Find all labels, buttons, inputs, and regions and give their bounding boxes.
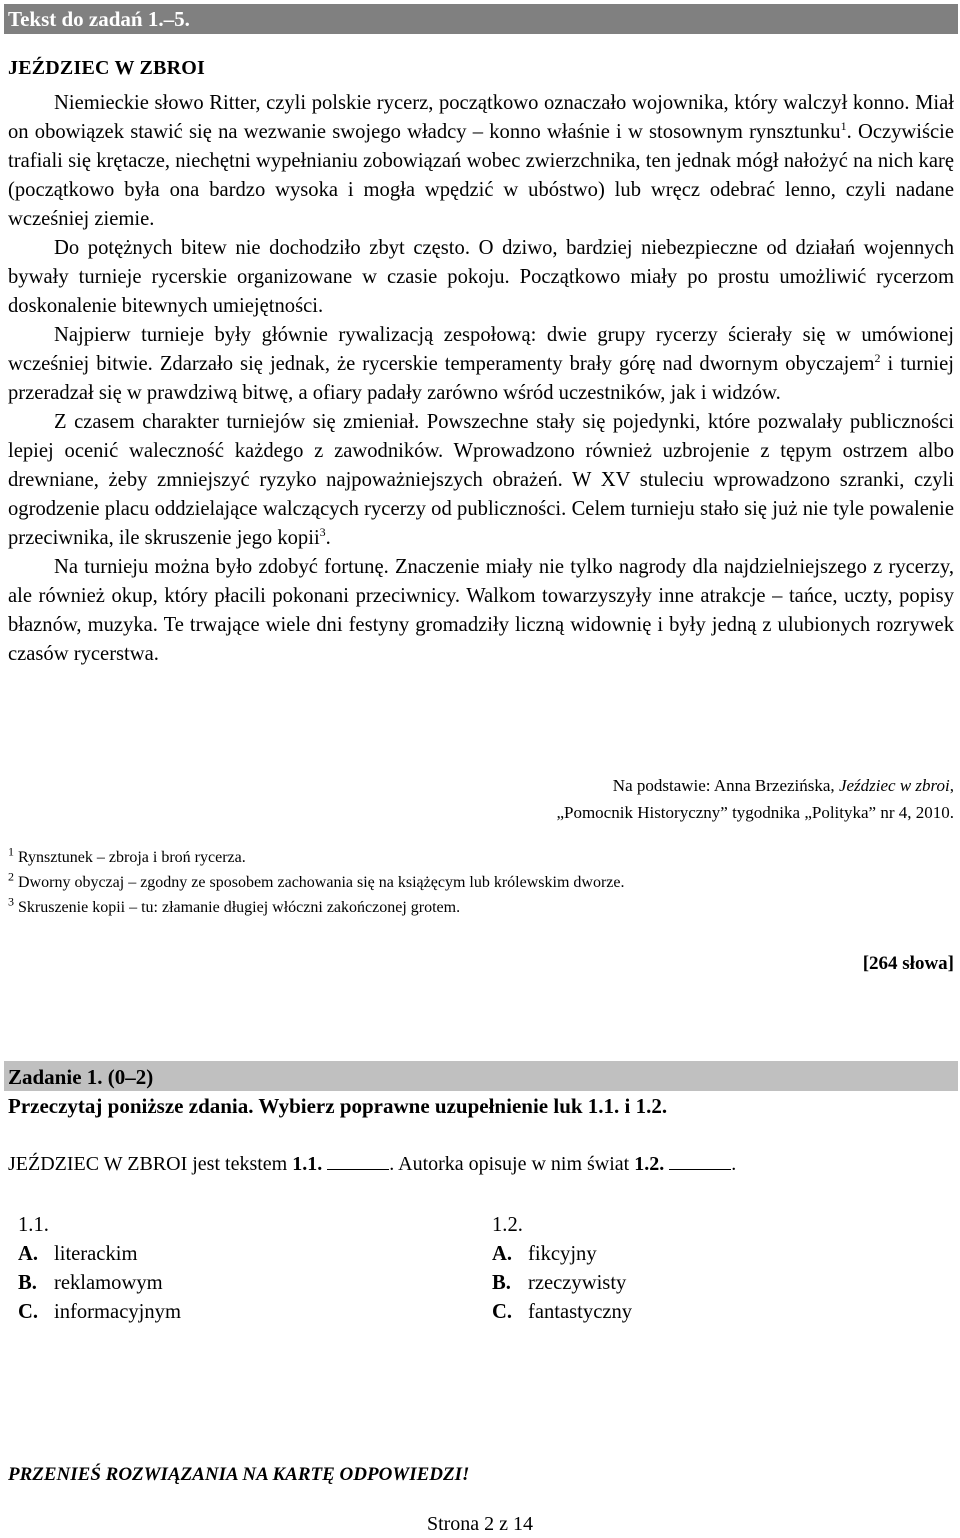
footnote-number: 1 (8, 844, 14, 859)
footnote-item (8, 895, 908, 920)
footnote-text: Skruszenie kopii – tu: złamanie długiej włóczni zakończonej grotem. (18, 899, 461, 916)
word-count: [264 słowa] (862, 953, 954, 974)
task-header-label: Zadanie 1. (0–2) (8, 1065, 154, 1089)
footnotes (8, 845, 908, 920)
option-item[interactable] (492, 1240, 632, 1269)
source-title: Jeździec w zbroi (838, 776, 950, 795)
footnote-item (8, 870, 908, 895)
footnote-number: 3 (8, 894, 14, 909)
source-prefix: Na podstawie: Anna Brzezińska, (612, 776, 839, 795)
option-item[interactable] (492, 1269, 632, 1298)
task-question (8, 1153, 736, 1176)
task-header (4, 1061, 958, 1091)
source-citation (254, 772, 954, 826)
footnote-ref: 2 (874, 351, 881, 366)
paragraph-text: Z czasem charakter turniejów się zmieniał. Powszechne stały się pojedynki, które pozwalały publiczności lepiej ocenić waleczność każdego z zawodników. Wprowadzono również uzbrojenie z tępym ostrzem albo drewniane, żeby zmniejszyć ryzyko najpoważniejszych obrażeń. W XV stuleciu wprowadzono szranki, czyli ogrodzenie placu oddzielające walczących rycerzy od publiczności. Celem turnieju stało się już nie tyle powalenie przeciwnika, ile skruszenie jego kopii (8, 411, 954, 549)
paragraph-text: . (325, 527, 331, 549)
options-column-head: 1.1. (18, 1214, 49, 1236)
article-paragraph-3 (8, 321, 954, 408)
paragraph-text: . Oczywiście trafiali się krętacze, niechętni wypełnianiu zobowiązań wobec zwierzchnika, ten jednak mógł nałożyć na nich karę (początkowo była ona bardzo wysoka i mogła wpędzić w ubóstwo) lub wręcz odebrać lenno, czyli nadane wcześniej ziemie. (8, 121, 955, 230)
paragraph-text: Niemieckie słowo Ritter, czyli polskie rycerz, początkowo oznaczało wojownika, który walczył konno. Miał on obowiązek stawić się na wezwanie swojego władcy – konno właśnie i w stosownym rynsztunku (8, 92, 954, 143)
gap-blank[interactable] (669, 1153, 731, 1170)
source-suffix: , (949, 776, 954, 795)
option-text: reklamowym (54, 1272, 163, 1294)
article-title: JEŹDZIEC W ZBROI (8, 57, 205, 79)
option-item[interactable] (18, 1240, 181, 1269)
options-column-1 (18, 1211, 181, 1327)
footnote-ref: 3 (319, 525, 326, 540)
footnote-item (8, 845, 908, 870)
footnote-ref: 1 (840, 119, 847, 134)
source-line-2: „Pomocnik Historyczny” tygodnika „Polityka” nr 4, 2010. (556, 803, 954, 822)
article-paragraph-5: Na turnieju można było zdobyć fortunę. Znaczenie miały nie tylko nagrody dla najdzielniejszego z rycerzy, ale również okup, który płacili pokonani przeciwnicy. Walkom towarzyszyły inne atrakcje – tańce, uczty, popisy błaznów, muzyka. Te trwające wiele dni festyny gromadziły liczną widownię i były jedną z ulubionych rozrywek czasów rycerstwa. (8, 556, 954, 665)
article-paragraph-4 (8, 408, 954, 553)
options-column-2 (492, 1211, 632, 1327)
gap-blank[interactable] (327, 1153, 389, 1170)
gap-label: 1.2. (634, 1153, 665, 1175)
option-text: literackim (54, 1243, 138, 1265)
question-title: JEŹDZIEC W ZBROI (8, 1153, 188, 1175)
option-text: rzeczywisty (528, 1272, 627, 1294)
source-line-1 (254, 772, 954, 799)
section-header-label: Tekst do zadań 1.–5. (8, 7, 190, 31)
section-header (4, 4, 958, 34)
option-text: fikcyjny (528, 1243, 597, 1265)
option-letter: C. (18, 1301, 39, 1323)
option-letter: C. (492, 1301, 513, 1323)
question-text: . Autorka opisuje w nim świat (389, 1153, 635, 1175)
question-text: . (731, 1153, 737, 1175)
options-column-head: 1.2. (492, 1214, 523, 1236)
option-text: informacyjnym (54, 1301, 181, 1323)
option-letter: B. (18, 1272, 37, 1294)
article-body (8, 89, 954, 669)
footnote-text: Rynsztunek – zbroja i broń rycerza. (18, 849, 246, 866)
option-item[interactable] (18, 1269, 181, 1298)
option-item[interactable] (492, 1298, 632, 1327)
footnote-number: 2 (8, 869, 14, 884)
task-instruction: Przeczytaj poniższe zdania. Wybierz poprawne uzupełnienie luk 1.1. i 1.2. (8, 1094, 668, 1118)
article-paragraph-1 (8, 89, 954, 234)
transfer-note (8, 1464, 469, 1486)
transfer-note-text: PRZENIEŚ ROZWIĄZANIA NA KARTĘ ODPOWIEDZI! (8, 1464, 470, 1485)
footnote-text: Dworny obyczaj – zgodny ze sposobem zachowania się na książęcym lub królewskim dworze. (18, 874, 625, 891)
option-letter: A. (492, 1243, 513, 1265)
option-item[interactable] (18, 1298, 181, 1327)
question-text: jest tekstem (187, 1153, 293, 1175)
paragraph-text: i turniej przeradzał się w prawdziwą bitwę, a ofiary padały zarówno wśród uczestników, jak i widzów. (8, 353, 954, 404)
option-letter: B. (492, 1272, 511, 1294)
gap-label: 1.1. (292, 1153, 323, 1175)
paragraph-text: Najpierw turnieje były głównie rywalizacją zespołową: dwie grupy rycerzy ścierały się w umówionej wcześniej bitwie. Zdarzało się jednak, że rycerskie temperamenty brały górę nad dwornym obyczajem (8, 324, 954, 375)
option-text: fantastyczny (528, 1301, 633, 1323)
page-number: Strona 2 z 14 (426, 1513, 534, 1535)
option-letter: A. (18, 1243, 39, 1265)
article-paragraph-2: Do potężnych bitew nie dochodziło zbyt często. O dziwo, bardziej niebezpieczne od działań wojennych bywały turnieje rycerskie organizowane w czasie pokoju. Początkowo miały po prostu umożliwić rycerzom doskonalenie bitewnych umiejętności. (8, 237, 954, 317)
